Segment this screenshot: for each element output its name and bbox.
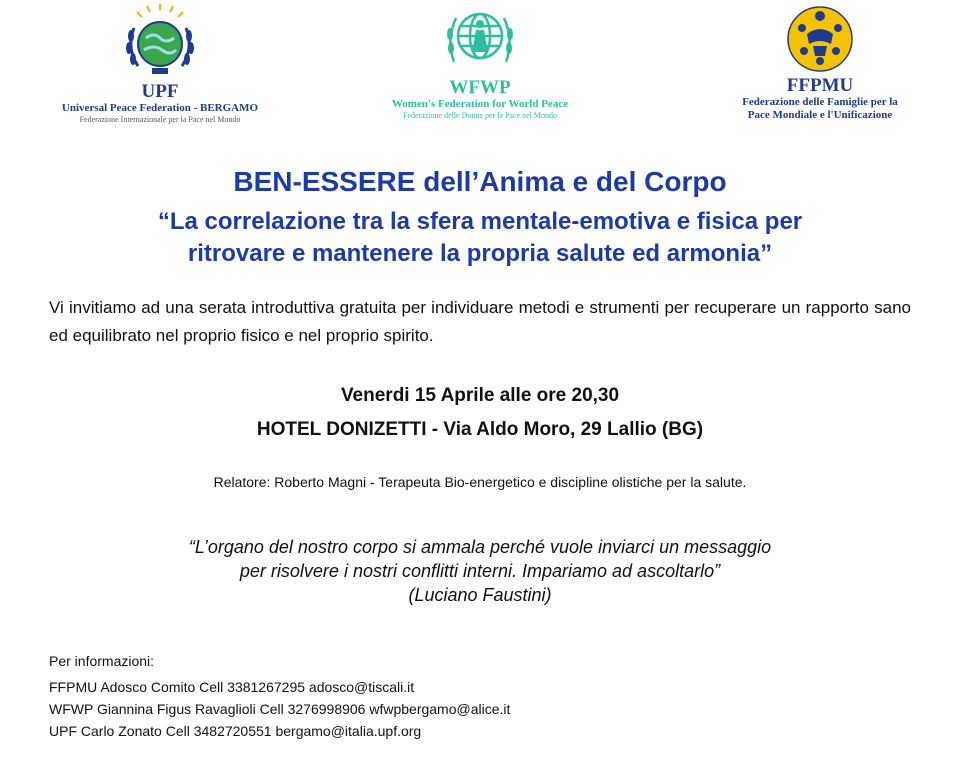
upf-name: Universal Peace Federation - BERGAMO — [61, 102, 259, 114]
contact-item-wfwp: WFWP Giannina Figus Ravaglioli Cell 3276998906 wfwpbergamo@alice.it — [49, 701, 511, 717]
ffpmu-family-circle-icon — [785, 4, 855, 74]
upf-code: UPF — [141, 81, 179, 102]
wfwp-subtitle: Federazione delle Donne per la Pace nel Mondo — [403, 111, 557, 120]
quote-line-2: per risolvere i nostri conflitti interni. Impariamo ad ascoltarlo” — [239, 561, 721, 581]
wfwp-code: WFWP — [449, 77, 511, 98]
upf-subtitle: Federazione Internazionale per la Pace nel Mondo — [79, 115, 241, 124]
upf-logo — [40, 4, 280, 125]
speaker-info: Relatore: Roberto Magni - Terapeuta Bio-energetico e discipline olistiche per la salute. — [213, 474, 747, 490]
contact-item-ffpmu: FFPMU Adosco Comito Cell 3381267295 adosco@tiscali.it — [49, 679, 415, 695]
ffpmu-code: FFPMU — [786, 75, 854, 96]
ffpmu-name-line2: Pace Mondiale e l'Unificazione — [747, 109, 893, 121]
event-venue: HOTEL DONIZETTI - Via Aldo Moro, 29 Lallio (BG) — [256, 419, 704, 440]
event-date: Venerdi 15 Aprile alle ore 20,30 — [340, 385, 620, 406]
wfwp-name: Women's Federation for World Peace — [391, 98, 569, 110]
contacts-section — [49, 650, 749, 742]
subtitle-line-1: “La correlazione tra la sfera mentale-emotiva e fisica per — [157, 208, 803, 235]
contact-item-upf: UPF Carlo Zonato Cell 3482720551 bergamo@italia.upf.org — [49, 723, 422, 739]
quote-block — [0, 535, 960, 607]
wfwp-globe-woman-icon — [442, 4, 518, 76]
ffpmu-name-line1: Federazione delle Famiglie per la — [742, 96, 898, 108]
intro-paragraph: Vi invitiamo ad una serata introduttiva gratuita per individuare metodi e strumenti per recuperare un rapporto sano ed equilibrato nel proprio fisico e nel proprio spirito. — [49, 298, 911, 345]
page-title: BEN-ESSERE dell’Anima e del Corpo — [233, 166, 727, 197]
subtitle-line-2: ritrovare e mantenere la propria salute ed armonia” — [187, 240, 773, 267]
ffpmu-logo — [700, 4, 940, 122]
quote-author: (Luciano Faustini) — [408, 585, 552, 605]
page-subtitle — [40, 206, 920, 270]
upf-globe-emblem-icon — [120, 4, 200, 80]
quote-line-1: “L’organo del nostro corpo si ammala perché vuole inviarci un messaggio — [188, 537, 772, 557]
wfwp-logo — [360, 4, 600, 121]
contacts-heading: Per informazioni: — [49, 653, 155, 669]
